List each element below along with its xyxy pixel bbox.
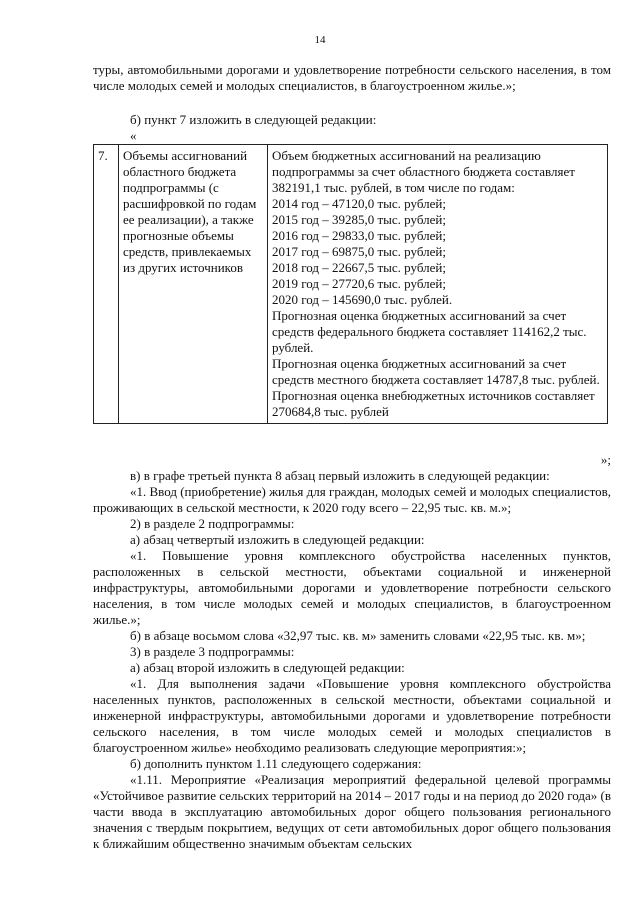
quoted-paragraph: «1. Для выполнения задачи «Повышение уровня комплексного обустройства населенных пунктов, расположенных в сельской местности, объектами социальной и инженерной инфраструктуры, автомобильными дорогами и удовлетворение потребности сельского населения, в том числе молодых семей и молодых специалистов в благоустроенном жилье» необходимо реализовать следующие мероприятия:»; [93,676,611,755]
open-quote: « [130,128,137,143]
year-line: 2015 год – 39285,0 тыс. рублей; [272,212,446,227]
continuation-paragraph: туры, автомобильными дорогами и удовлетворение потребности сельского населения, в том числе молодых семей и молодых специалистов, в благоустроенном жилье.»; [93,62,611,93]
table-row [94,145,608,424]
close-quote: »; [600,452,611,467]
year-line: 2018 год – 22667,5 тыс. рублей; [272,260,446,275]
item-b-block [93,112,611,144]
row-value-cell [268,145,608,424]
year-line: 2020 год – 145690,0 тыс. рублей. [272,292,453,307]
quoted-paragraph: «1.11. Мероприятие «Реализация мероприятий федеральной целевой программы «Устойчивое развитие сельских территорий на 2014 – 2017 годы и на период до 2020 года» (в части ввода в эксплуатацию автомобильных дорог общего пользования регионального значения с твердым покрытием, ведущих от сети автомобильных дорог общего пользования к ближайшим общественно значимым объектам сельских [93,772,611,851]
year-line: 2016 год – 29833,0 тыс. рублей; [272,228,446,243]
page-number: 14 [314,34,326,46]
intro-block [93,62,611,94]
row-label-cell: Объемы ассигнований областного бюджета подпрограммы (с расшифровкой по годам ее реализации), а также прогнозные объемы средств, привлекаемых из других источников [119,145,268,424]
amendments-block [93,452,611,852]
paragraph: а) абзац четвертый изложить в следующей редакции: [130,532,425,547]
paragraph: в) в графе третьей пункта 8 абзац первый изложить в следующей редакции: [130,468,550,483]
item-b-paragraph: б) пункт 7 изложить в следующей редакции: [130,112,377,127]
year-line: 2017 год – 69875,0 тыс. рублей; [272,244,446,259]
paragraph: 2) в разделе 2 подпрограммы: [130,516,295,531]
quoted-paragraph: «1. Ввод (приобретение) жилья для граждан, молодых семей и молодых специалистов, проживающих в сельской местности, к 2020 году всего – 22,95 тыс. кв. м.»; [93,484,611,515]
row-number-cell: 7. [94,145,119,424]
paragraph: б) в абзаце восьмом слова «32,97 тыс. кв. м» заменить словами «22,95 тыс. кв. м»; [130,628,586,643]
year-line: 2019 год – 27720,6 тыс. рублей; [272,276,446,291]
local-budget-line: Прогнозная оценка бюджетных ассигнований за счет средств местного бюджета составляет 14787,8 тыс. рублей. [272,356,600,387]
paragraph: а) абзац второй изложить в следующей редакции: [130,660,405,675]
year-line: 2014 год – 47120,0 тыс. рублей; [272,196,446,211]
federal-budget-line: Прогнозная оценка бюджетных ассигнований за счет средств федерального бюджета составляет 114162,2 тыс. рублей. [272,308,587,355]
passport-table [93,144,608,424]
funding-intro: Объем бюджетных ассигнований на реализацию подпрограммы за счет областного бюджета составляет 382191,1 тыс. рублей, в том числе по годам: [272,148,575,195]
quoted-paragraph: «1. Повышение уровня комплексного обустройства населенных пунктов, расположенных в сельской местности, объектами социальной и инженерной инфраструктуры, автомобильными дорогами и удовлетворение потребности сельского населения, в том числе молодых семей и молодых специалистов, в благоустроенном жилье.»; [93,548,611,627]
paragraph: б) дополнить пунктом 1.11 следующего содержания: [130,756,422,771]
extrabudget-line: Прогнозная оценка внебюджетных источников составляет 270684,8 тыс. рублей [272,388,595,419]
paragraph: 3) в разделе 3 подпрограммы: [130,644,295,659]
